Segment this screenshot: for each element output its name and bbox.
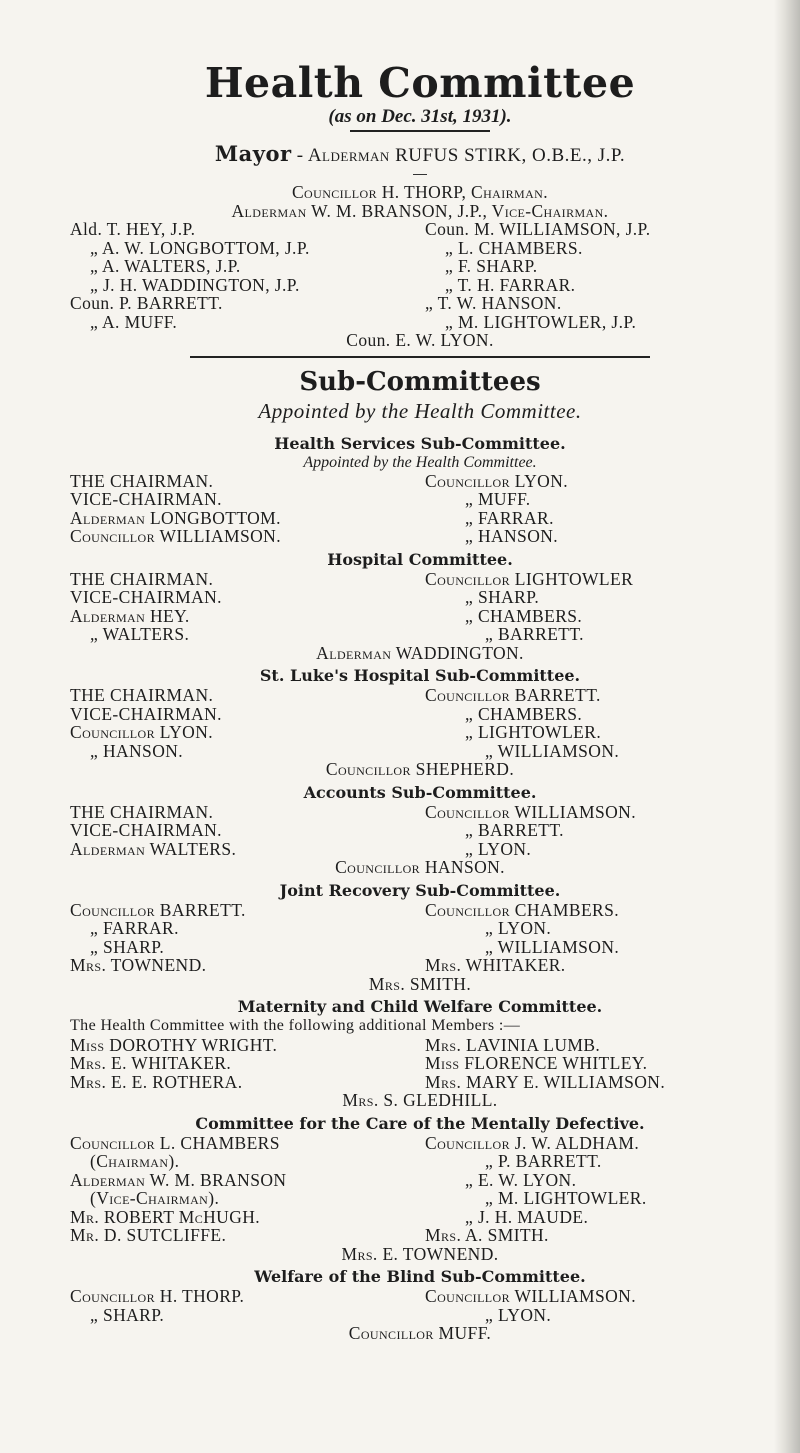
mayor-line	[70, 142, 770, 168]
maternity-heading: Maternity and Child Welfare Committee.	[237, 997, 603, 1016]
list-item-right: „ LYON.	[485, 1304, 552, 1325]
list-item	[70, 919, 770, 938]
list-item	[70, 1054, 770, 1073]
list-item-right: „ WILLIAMSON.	[485, 740, 620, 761]
maternity-last: Mrs. S. GLEDHILL.	[342, 1090, 498, 1110]
as-of-date: (as on Dec. 31st, 1931).	[328, 106, 512, 127]
list-item-left: Alderman HEY.	[70, 605, 190, 626]
vice-chairman-line: Alderman W. M. BRANSON, J.P., Vice-Chairman.	[231, 200, 609, 221]
list-item-left: Councillor L. CHAMBERS	[70, 1132, 280, 1153]
list-item	[70, 1134, 770, 1153]
member-row	[70, 276, 770, 295]
member-left: „ A. WALTERS, J.P.	[90, 256, 241, 276]
list-item-right: Miss FLORENCE WHITLEY.	[425, 1053, 648, 1073]
list-item-left: (Chairman).	[90, 1151, 180, 1171]
list-item-left: Councillor H. THORP.	[70, 1286, 245, 1306]
list-item-right: „ CHAMBERS.	[465, 605, 583, 626]
list-item	[70, 1152, 770, 1171]
list-item	[70, 1171, 770, 1190]
list-item-right: Mrs. A. SMITH.	[425, 1225, 549, 1245]
list-item-left: Mrs. TOWNEND.	[70, 955, 207, 975]
list-item	[70, 527, 770, 546]
joint-recovery-last: Mrs. SMITH.	[368, 973, 472, 994]
list-item-left: VICE-CHAIRMAN.	[70, 587, 222, 607]
list-item-right: Mrs. LAVINIA LUMB.	[425, 1034, 601, 1055]
page-edge-shadow	[774, 0, 800, 1453]
blind-welfare-last: Councillor MUFF.	[348, 1323, 492, 1343]
list-item	[70, 1226, 770, 1245]
hospital-last: Alderman WADDINGTON.	[316, 642, 524, 663]
member-row	[70, 220, 770, 239]
member-row	[70, 313, 770, 332]
list-item-left: VICE-CHAIRMAN.	[70, 489, 222, 509]
list-item	[70, 1036, 770, 1055]
list-item-left: THE CHAIRMAN.	[70, 568, 214, 589]
joint-recovery-heading: Joint Recovery Sub-Committee.	[279, 880, 561, 900]
st-lukes-heading: St. Luke's Hospital Sub-Committee.	[259, 666, 581, 685]
list-item-right: „ P. BARRETT.	[485, 1151, 602, 1171]
list-item	[70, 938, 770, 957]
list-item-left: „ SHARP.	[90, 936, 165, 957]
list-item	[70, 1073, 770, 1092]
list-item-left: „ FARRAR.	[90, 918, 179, 938]
list-item-right: „ E. W. LYON.	[465, 1169, 577, 1190]
blind-welfare-heading: Welfare of the Blind Sub-Committee.	[254, 1267, 586, 1286]
accounts-heading: Accounts Sub-Committee.	[303, 782, 537, 802]
list-item-right: „ J. H. MAUDE.	[465, 1206, 589, 1227]
subcommittees-heading: Sub-Committees	[299, 366, 541, 397]
member-right: „ T. H. FARRAR.	[445, 274, 576, 295]
list-item-left: Mr. ROBERT McHUGH.	[70, 1206, 261, 1227]
list-item-right: „ M. LIGHTOWLER.	[485, 1188, 647, 1208]
list-item-left: THE CHAIRMAN.	[70, 801, 214, 822]
member-left: Ald. T. HEY, J.P.	[70, 219, 196, 239]
list-item	[70, 509, 770, 528]
list-item-right: Councillor LIGHTOWLER	[425, 568, 634, 589]
list-item	[70, 490, 770, 509]
list-item	[70, 686, 770, 705]
document-page	[70, 0, 770, 1343]
list-item	[70, 840, 770, 859]
mayor-text: - Alderman RUFUS STIRK, O.B.E., J.P.	[296, 145, 626, 166]
list-item-left: Councillor WILLIAMSON.	[70, 526, 281, 546]
list-item-right: „ HANSON.	[465, 526, 559, 546]
list-item-right: Mrs. WHITAKER.	[425, 955, 566, 975]
list-item	[70, 588, 770, 607]
member-left: „ A. W. LONGBOTTOM, J.P.	[90, 237, 310, 258]
list-item-right: Councillor WILLIAMSON.	[425, 801, 636, 822]
member-right: „ F. SHARP.	[445, 256, 538, 276]
list-item-right: „ BARRETT.	[465, 820, 564, 840]
list-item	[70, 472, 770, 491]
maternity-intro: The Health Committee with the following additional Members :—	[70, 1017, 521, 1034]
list-item-right: Councillor LYON.	[425, 470, 569, 491]
list-item-right: „ FARRAR.	[465, 507, 554, 528]
title-rule	[350, 130, 490, 132]
member-row	[70, 294, 770, 313]
list-item-left: Miss DOROTHY WRIGHT.	[70, 1034, 278, 1055]
member-left: „ J. H. WADDINGTON, J.P.	[90, 274, 300, 295]
member-row	[70, 257, 770, 276]
member-right: „ T. W. HANSON.	[425, 293, 562, 313]
list-item-left: Alderman WALTERS.	[70, 838, 237, 859]
member-right: „ L. CHAMBERS.	[445, 237, 583, 258]
member-right: „ M. LIGHTOWLER, J.P.	[445, 311, 637, 332]
list-item	[70, 1287, 770, 1306]
list-item	[70, 803, 770, 822]
member-last: Coun. E. W. LYON.	[346, 330, 494, 350]
list-item-left: Mrs. E. WHITAKER.	[70, 1053, 232, 1073]
list-item	[70, 1306, 770, 1325]
list-item-right: Councillor J. W. ALDHAM.	[425, 1132, 640, 1153]
member-row	[70, 239, 770, 258]
list-item	[70, 742, 770, 761]
list-item-left: Mrs. E. E. ROTHERA.	[70, 1071, 243, 1092]
list-item-left: Mr. D. SUTCLIFFE.	[70, 1225, 227, 1245]
list-item-left: Alderman W. M. BRANSON	[70, 1169, 287, 1190]
list-item-right: Councillor BARRETT.	[425, 685, 601, 705]
list-item-left: „ WALTERS.	[90, 624, 190, 644]
list-item	[70, 705, 770, 724]
members-list	[70, 220, 770, 350]
list-item-right: Councillor WILLIAMSON.	[425, 1286, 636, 1306]
list-item-right: „ LIGHTOWLER.	[465, 722, 602, 742]
list-item-left: „ SHARP.	[90, 1304, 165, 1325]
list-item-left: THE CHAIRMAN.	[70, 685, 214, 705]
list-item-right: Mrs. MARY E. WILLIAMSON.	[425, 1071, 666, 1092]
list-item	[70, 723, 770, 742]
list-item-left: „ HANSON.	[90, 740, 184, 761]
list-item	[70, 956, 770, 975]
list-item-right: „ CHAMBERS.	[465, 703, 583, 724]
list-item	[70, 625, 770, 644]
chairman-line: Councillor H. THORP, Chairman.	[291, 182, 548, 202]
list-item-right: „ LYON.	[485, 918, 552, 938]
list-item-left: Councillor BARRETT.	[70, 899, 246, 920]
list-item-right: „ WILLIAMSON.	[485, 936, 620, 957]
list-item-left: Alderman LONGBOTTOM.	[70, 507, 281, 528]
list-item-left: VICE-CHAIRMAN.	[70, 703, 222, 724]
subcommittees-subheading: Appointed by the Health Committee.	[258, 398, 582, 423]
list-item-right: „ BARRETT.	[485, 624, 584, 644]
hospital-heading: Hospital Committee.	[327, 549, 513, 569]
list-item	[70, 1189, 770, 1208]
list-item	[70, 570, 770, 589]
list-item-right: „ SHARP.	[465, 587, 540, 607]
health-services-heading: Health Services Sub-Committee.	[274, 433, 566, 453]
member-left: „ A. MUFF.	[90, 311, 178, 332]
member-left: Coun. P. BARRETT.	[70, 293, 223, 313]
mentally-defective-heading: Committee for the Care of the Mentally Defective.	[195, 1113, 645, 1133]
list-item-left: VICE-CHAIRMAN.	[70, 820, 222, 840]
st-lukes-last: Councillor SHEPHERD.	[325, 759, 515, 779]
health-services-appointed: Appointed by the Health Committee.	[303, 453, 537, 471]
section-rule	[190, 356, 650, 358]
list-item	[70, 607, 770, 626]
list-item	[70, 901, 770, 920]
accounts-last: Councillor HANSON.	[335, 857, 505, 877]
list-item	[70, 1208, 770, 1227]
list-item-right: „ MUFF.	[465, 489, 531, 509]
member-right: Coun. M. WILLIAMSON, J.P.	[425, 219, 651, 239]
list-item-right: „ LYON.	[465, 838, 532, 859]
list-item-right: Councillor CHAMBERS.	[425, 899, 620, 920]
mayor-label: Mayor	[214, 141, 292, 166]
page-title: Health Committee	[204, 59, 636, 107]
list-item-left: Councillor LYON.	[70, 722, 214, 742]
mentally-defective-last: Mrs. E. TOWNEND.	[341, 1243, 499, 1264]
list-item-left: THE CHAIRMAN.	[70, 470, 214, 491]
list-item	[70, 821, 770, 840]
list-item-left: (Vice-Chairman).	[90, 1188, 220, 1208]
mayor-rule	[413, 174, 427, 175]
